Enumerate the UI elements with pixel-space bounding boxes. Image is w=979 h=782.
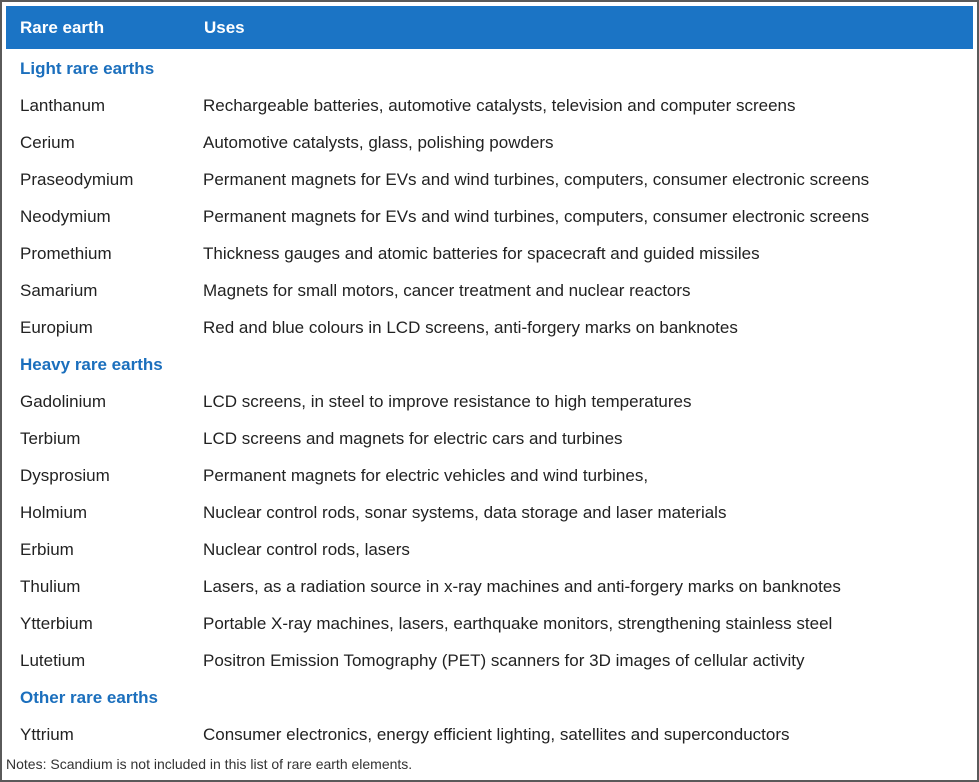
table-row xyxy=(2,272,977,309)
element-name: Samarium xyxy=(20,281,98,300)
table-row xyxy=(2,605,977,642)
element-uses: Nuclear control rods, sonar systems, data storage and laser materials xyxy=(203,503,727,522)
element-uses: Red and blue colours in LCD screens, anti-forgery marks on banknotes xyxy=(203,318,738,337)
header-uses: Uses xyxy=(204,18,245,37)
table-row xyxy=(2,309,977,346)
table-row xyxy=(2,642,977,679)
table-row xyxy=(2,235,977,272)
table-row xyxy=(2,87,977,124)
element-uses: Thickness gauges and atomic batteries for spacecraft and guided missiles xyxy=(203,244,760,263)
element-uses: Lasers, as a radiation source in x-ray machines and anti-forgery marks on banknotes xyxy=(203,577,841,596)
element-name: Promethium xyxy=(20,244,112,263)
table-row xyxy=(2,457,977,494)
element-uses: Positron Emission Tomography (PET) scanners for 3D images of cellular activity xyxy=(203,651,805,670)
table-row xyxy=(2,568,977,605)
element-uses: Permanent magnets for EVs and wind turbines, computers, consumer electronic screens xyxy=(203,207,870,226)
element-uses: Permanent magnets for electric vehicles and wind turbines, xyxy=(203,466,649,485)
group-title-heavy: Heavy rare earths xyxy=(20,355,163,374)
element-uses: Portable X-ray machines, lasers, earthquake monitors, strengthening stainless steel xyxy=(203,614,833,633)
table-row xyxy=(2,494,977,531)
table-row xyxy=(2,531,977,568)
element-name: Dysprosium xyxy=(20,466,110,485)
element-uses: Permanent magnets for EVs and wind turbines, computers, consumer electronic screens xyxy=(203,170,870,189)
element-name: Gadolinium xyxy=(20,392,106,411)
element-name: Holmium xyxy=(20,503,88,522)
element-name: Ytterbium xyxy=(20,614,93,633)
table-row xyxy=(2,420,977,457)
element-uses: LCD screens, in steel to improve resistance to high temperatures xyxy=(203,392,692,411)
element-name: Terbium xyxy=(20,429,81,448)
table-row xyxy=(2,124,977,161)
element-uses: Consumer electronics, energy efficient lighting, satellites and superconductors xyxy=(203,725,790,744)
element-uses: LCD screens and magnets for electric cars and turbines xyxy=(203,429,623,448)
table-row xyxy=(2,383,977,420)
element-name: Lanthanum xyxy=(20,96,106,115)
element-name: Yttrium xyxy=(20,725,74,744)
element-name: Lutetium xyxy=(20,651,86,670)
element-name: Thulium xyxy=(20,577,81,596)
element-uses: Rechargeable batteries, automotive catalysts, television and computer screens xyxy=(203,96,796,115)
element-uses: Nuclear control rods, lasers xyxy=(203,540,410,559)
element-uses: Magnets for small motors, cancer treatment and nuclear reactors xyxy=(203,281,691,300)
table-row xyxy=(2,198,977,235)
group-title-other: Other rare earths xyxy=(20,688,158,707)
element-name: Praseodymium xyxy=(20,170,134,189)
table-row xyxy=(2,716,977,753)
element-name: Cerium xyxy=(20,133,75,152)
element-name: Erbium xyxy=(20,540,74,559)
element-name: Europium xyxy=(20,318,93,337)
table-notes: Notes: Scandium is not included in this list of rare earth elements. xyxy=(6,756,413,772)
table-header xyxy=(6,6,973,49)
table-row xyxy=(2,161,977,198)
element-name: Neodymium xyxy=(20,207,111,226)
header-rare-earth: Rare earth xyxy=(20,18,105,37)
element-uses: Automotive catalysts, glass, polishing powders xyxy=(203,133,554,152)
group-title-light: Light rare earths xyxy=(20,59,155,78)
